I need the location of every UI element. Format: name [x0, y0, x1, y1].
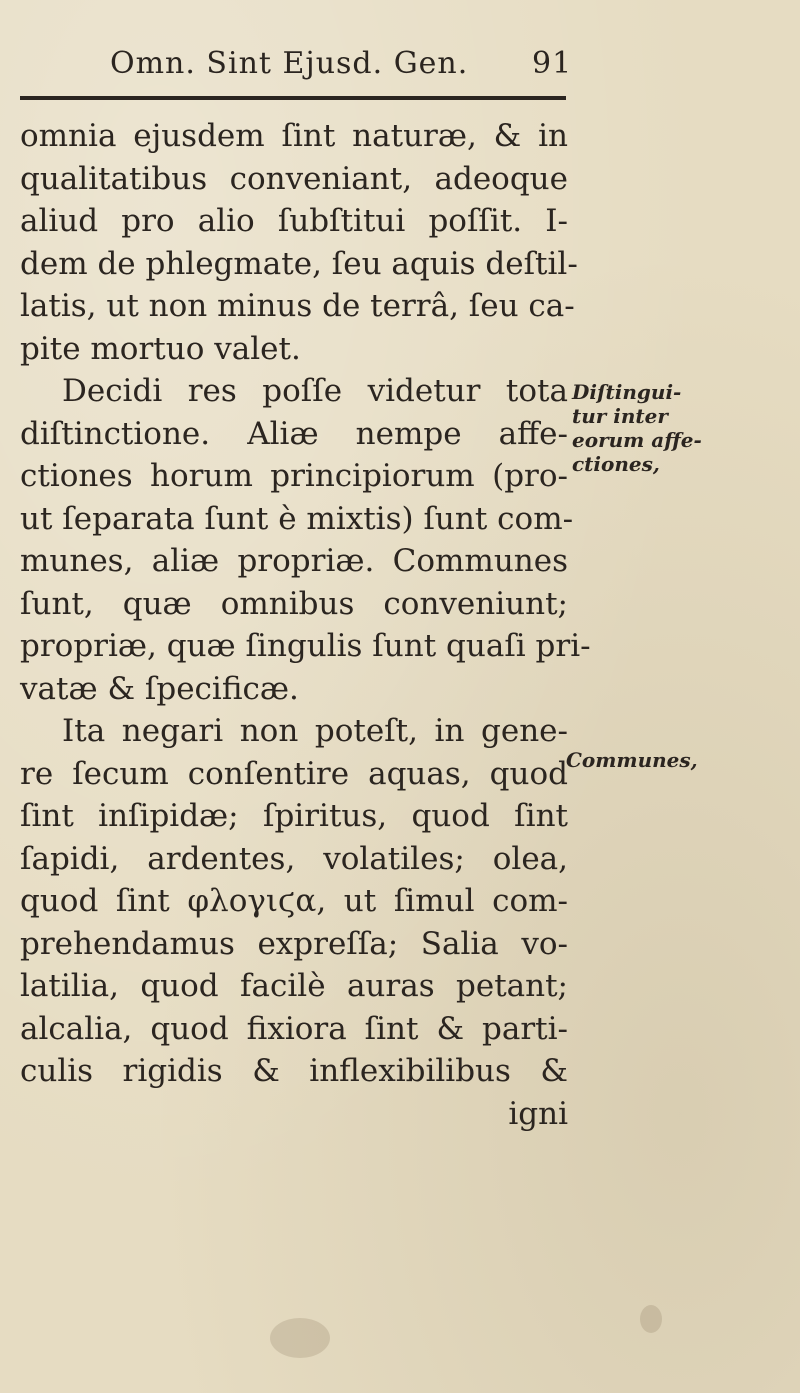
text-line: prehendamus expreſſa; Salia vo- — [20, 925, 568, 962]
text-line: Decidi res poſſe videtur tota — [62, 373, 568, 409]
text-line: latilia, quod facilè auras petant; — [20, 968, 568, 1004]
catchword: igni — [508, 1095, 568, 1132]
running-title: Omn. Sint Ejusd. Gen. — [110, 46, 469, 81]
marginal-note-line: eorum affe- — [572, 428, 702, 452]
body-text — [20, 115, 591, 1135]
text-line: aliud pro alio ſubſtitui poſſit. I- — [20, 203, 568, 239]
text-line: propriæ, quæ ſingulis ſunt quaſi pri- — [20, 628, 591, 664]
marginal-note — [566, 748, 698, 772]
text-line: vatæ & ſpecificæ. — [20, 670, 299, 707]
page-number: 91 — [532, 46, 573, 81]
text-line: omnia ejusdem ſint naturæ, & in — [20, 118, 568, 154]
text-line: ſunt, quæ omnibus conveniunt; — [20, 585, 568, 622]
text-line: qualitatibus conveniant, adeoque — [20, 160, 568, 197]
marginal-note-line: Communes, — [566, 748, 698, 772]
text-line: pite mortuo valet. — [20, 330, 301, 367]
marginal-note — [572, 380, 702, 476]
text-line: culis rigidis & inflexibilibus & — [20, 1053, 568, 1089]
text-line: re ſecum conſentire aquas, quod — [20, 755, 568, 792]
header-rule — [20, 96, 566, 100]
text-line: diſtinctione. Aliæ nempe affe- — [20, 415, 568, 452]
paper-stain — [640, 1305, 662, 1333]
paper-stain — [270, 1318, 330, 1358]
text-line: ctiones horum principiorum (pro- — [20, 458, 568, 494]
marginal-note-line: Diſtingui- — [572, 380, 682, 404]
text-line: Ita negari non poteſt, in gene- — [62, 713, 568, 749]
marginal-note-line: tur inter — [572, 404, 668, 428]
text-line: alcalia, quod fixiora ſint & parti- — [20, 1010, 568, 1047]
text-line: latis, ut non minus de terrâ, ſeu ca- — [20, 288, 575, 324]
text-line: ſint inſipidæ; ſpiritus, quod ſint — [20, 798, 568, 834]
text-line: dem de phlegmate, ſeu aquis deſtil- — [20, 245, 578, 282]
marginal-note-line: ctiones, — [572, 452, 660, 476]
text-line: ſapidi, ardentes, volatiles; olea, — [20, 840, 568, 877]
text-line: quod ſint φλογιϛα, ut ſimul com- — [20, 883, 568, 919]
text-line: munes, aliæ propriæ. Communes — [20, 543, 568, 579]
text-line: ut ſeparata ſunt è mixtis) ſunt com- — [20, 500, 574, 537]
